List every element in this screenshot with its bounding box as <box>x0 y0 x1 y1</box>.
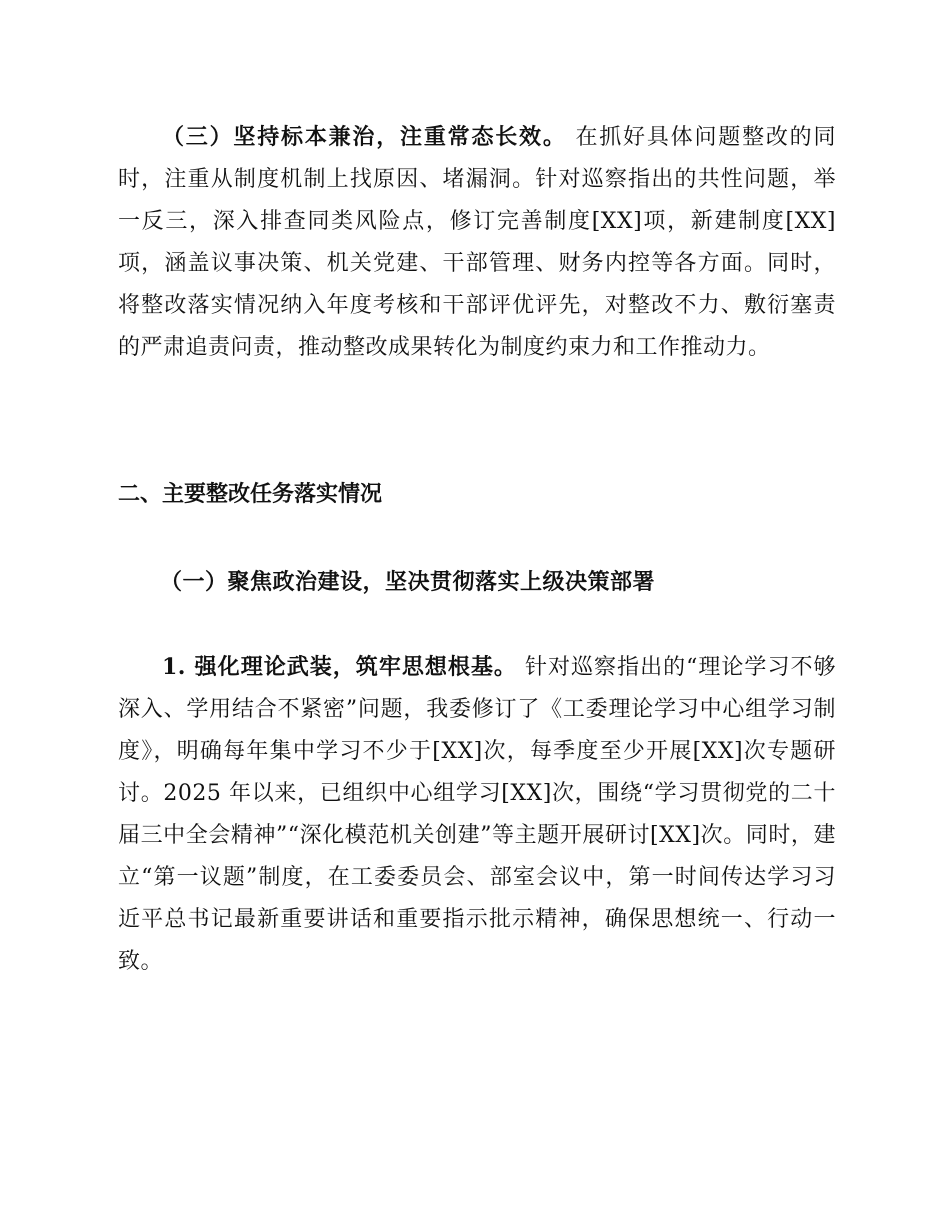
paragraph-body: 针对巡察指出的“理论学习不够深入、学用结合不紧密”问题，我委修订了《工委理论学习中心组学习制度》，明确每年集中学习不少于[XX]次，每季度至少开展[XX]次专题研讨。2025 年以来，已组织中心组学习[XX]次，围绕“学习贯彻党的二十届三中全会精神”“深化模范机关创建”等主题开展研讨[XX]次。同时，建立“第一议题”制度，在工委委员会、部室会议中，第一时间传达学习习近平总书记最新重要讲话和重要指示批示精神，确保思想统一、行动一致。 <box>118 655 836 974</box>
section-heading: 二、主要整改任务落实情况 <box>118 482 383 507</box>
paragraph-lead: （三）坚持标本兼治，注重常态长效。 <box>162 124 567 150</box>
subsection-heading: （一）聚焦政治建设，坚决贯彻落实上级决策部署 <box>160 569 656 595</box>
paragraph-section-3 <box>118 116 836 369</box>
paragraph-body: 在抓好具体问题整改的同时，注重从制度机制上找原因、堵漏洞。针对巡察指出的共性问题，举一反三，深入排查同类风险点，修订完善制度[XX]项，新建制度[XX]项，涵盖议事决策、机关党建、干部管理、财务内控等各方面。同时，将整改落实情况纳入年度考核和干部评优评先，对整改不力、敷衍塞责的严肃追责问责，推动整改成果转化为制度约束力和工作推动力。 <box>118 125 836 360</box>
paragraph-lead: 1. 强化理论武装，筑牢思想根基。 <box>162 654 517 680</box>
paragraph-item-1 <box>118 646 836 983</box>
